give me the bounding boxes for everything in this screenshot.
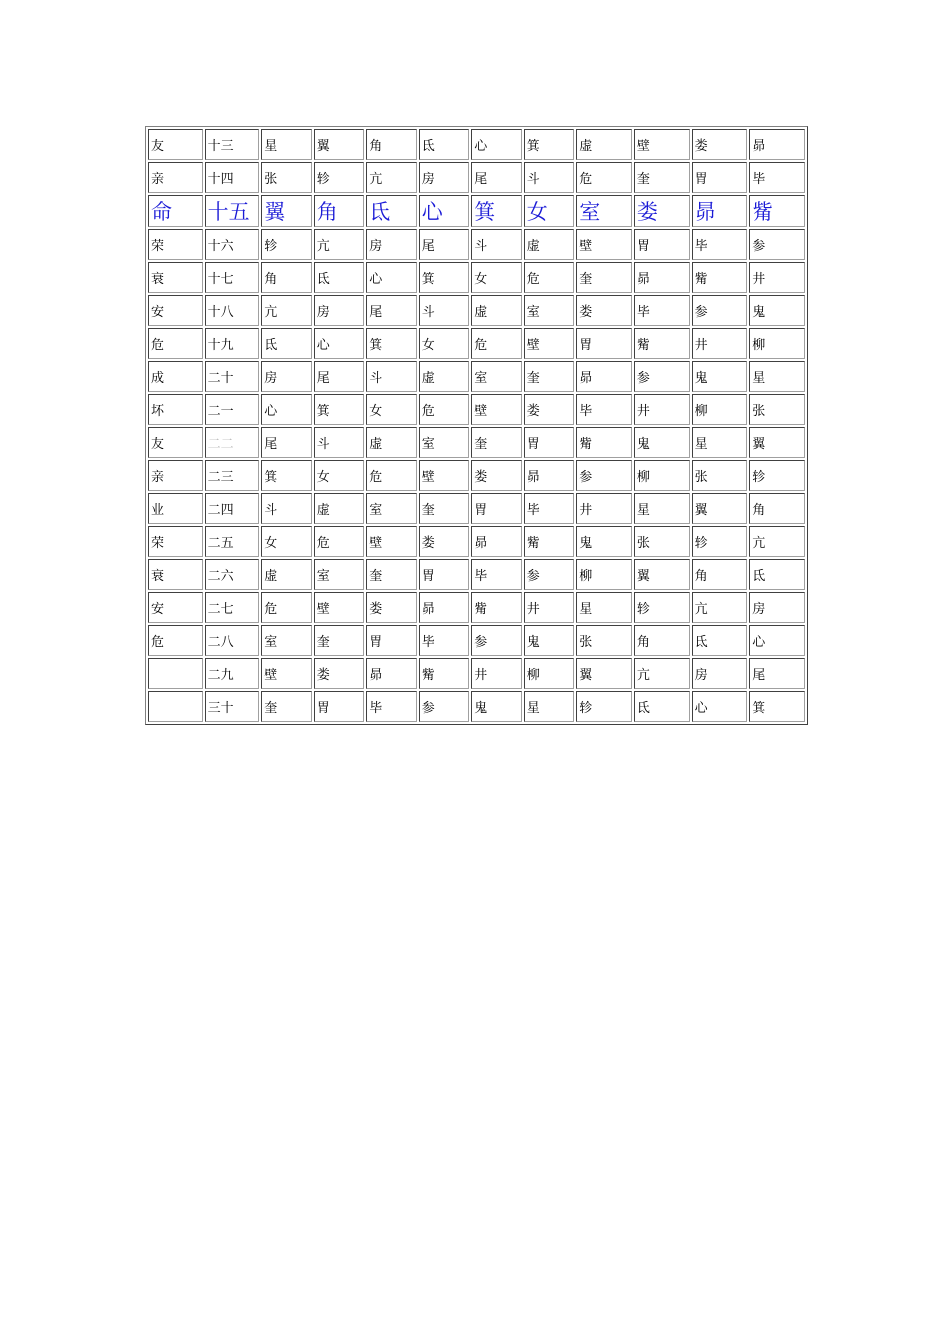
mansion-cell: 斗: [314, 427, 365, 458]
mansion-cell: 奎: [576, 262, 632, 293]
mansion-cell: 鬼: [634, 427, 690, 458]
mansion-cell: 翼: [576, 658, 632, 689]
mansion-cell: 箕: [314, 394, 365, 425]
mansion-cell: 觜: [576, 427, 632, 458]
row-label-cell: 业: [148, 493, 203, 524]
day-cell: 二一: [205, 394, 260, 425]
mansion-cell: 尾: [366, 295, 417, 326]
day-cell: 十六: [205, 229, 260, 260]
mansion-cell: 女: [314, 460, 365, 491]
row-label-cell: 安: [148, 592, 203, 623]
mansion-cell: 斗: [471, 229, 522, 260]
mansion-cell: 胃: [634, 229, 690, 260]
mansion-cell: 觜: [471, 592, 522, 623]
mansion-cell: 井: [471, 658, 522, 689]
mansion-cell: 张: [692, 460, 748, 491]
mansion-cell: 心: [366, 262, 417, 293]
mansion-cell: 危: [576, 162, 632, 193]
mansion-cell: 毕: [634, 295, 690, 326]
mansion-cell: 尾: [261, 427, 312, 458]
mansion-cell: 壁: [471, 394, 522, 425]
table-row: [148, 394, 805, 425]
mansion-cell: 井: [634, 394, 690, 425]
mansion-cell: 女: [471, 262, 522, 293]
mansion-cell: 氐: [261, 328, 312, 359]
mansion-cell: 毕: [366, 691, 417, 722]
table-row: [148, 658, 805, 689]
mansion-cell: 危: [524, 262, 575, 293]
mansion-cell: 张: [634, 526, 690, 557]
table-row: [148, 229, 805, 260]
mansion-cell: 昴: [524, 460, 575, 491]
mansion-cell: 毕: [419, 625, 470, 656]
mansion-cell: 壁: [524, 328, 575, 359]
mansion-cell: 氐: [419, 129, 470, 160]
mansion-cell: 张: [576, 625, 632, 656]
mansion-cell: 娄: [692, 129, 748, 160]
mansion-cell: 昴: [576, 361, 632, 392]
mansion-cell: 星: [692, 427, 748, 458]
mansion-cell: 鬼: [576, 526, 632, 557]
mansion-cell: 女: [366, 394, 417, 425]
mansion-cell: 角: [314, 195, 365, 227]
mansion-cell: 角: [749, 493, 805, 524]
day-cell: 二九: [205, 658, 260, 689]
row-label-cell: 荣: [148, 229, 203, 260]
mansion-cell: 柳: [576, 559, 632, 590]
mansion-cell: 奎: [419, 493, 470, 524]
mansion-cell: 亢: [749, 526, 805, 557]
row-label-cell: [148, 658, 203, 689]
mansion-cell: 虚: [471, 295, 522, 326]
mansion-cell: 胃: [314, 691, 365, 722]
mansion-cell: 尾: [419, 229, 470, 260]
mansion-cell: 翼: [261, 195, 312, 227]
mansion-cell: 胃: [366, 625, 417, 656]
mansion-cell: 井: [524, 592, 575, 623]
mansion-cell: 井: [749, 262, 805, 293]
mansion-cell: 柳: [524, 658, 575, 689]
mansion-cell: 亢: [692, 592, 748, 623]
mansion-cell: 虚: [576, 129, 632, 160]
mansion-cell: 危: [419, 394, 470, 425]
lunar-mansion-table: [145, 126, 808, 725]
mansion-cell: 昴: [366, 658, 417, 689]
mansion-cell: 女: [261, 526, 312, 557]
mansion-cell: 尾: [314, 361, 365, 392]
mansion-cell: 箕: [524, 129, 575, 160]
mansion-cell: 心: [419, 195, 470, 227]
mansion-cell: 星: [749, 361, 805, 392]
mansion-cell: 房: [749, 592, 805, 623]
mansion-cell: 翼: [634, 559, 690, 590]
mansion-cell: 参: [471, 625, 522, 656]
mansion-cell: 鬼: [471, 691, 522, 722]
mansion-cell: 危: [471, 328, 522, 359]
mansion-cell: 柳: [749, 328, 805, 359]
mansion-cell: 鬼: [692, 361, 748, 392]
mansion-cell: 翼: [749, 427, 805, 458]
mansion-cell: 虚: [314, 493, 365, 524]
table-row: [148, 592, 805, 623]
mansion-cell: 轸: [749, 460, 805, 491]
day-cell: 十七: [205, 262, 260, 293]
mansion-cell: 壁: [366, 526, 417, 557]
mansion-cell: 心: [749, 625, 805, 656]
mansion-cell: 虚: [366, 427, 417, 458]
row-label-cell: 友: [148, 427, 203, 458]
mansion-cell: 奎: [634, 162, 690, 193]
mansion-cell: 亢: [634, 658, 690, 689]
mansion-cell: 娄: [419, 526, 470, 557]
mansion-cell: 胃: [524, 427, 575, 458]
mansion-cell: 觜: [634, 328, 690, 359]
mansion-cell: 房: [366, 229, 417, 260]
day-cell: 十九: [205, 328, 260, 359]
mansion-cell: 心: [314, 328, 365, 359]
mansion-cell: 娄: [524, 394, 575, 425]
mansion-cell: 奎: [314, 625, 365, 656]
mansion-cell: 氐: [692, 625, 748, 656]
mansion-cell: 井: [576, 493, 632, 524]
table-row: [148, 493, 805, 524]
mansion-cell: 翼: [692, 493, 748, 524]
mansion-cell: 毕: [576, 394, 632, 425]
mansion-cell: 壁: [634, 129, 690, 160]
mansion-cell: 氐: [366, 195, 417, 227]
row-label-cell: 危: [148, 625, 203, 656]
mansion-cell: 房: [314, 295, 365, 326]
mansion-cell: 室: [314, 559, 365, 590]
mansion-cell: 娄: [634, 195, 690, 227]
mansion-cell: 参: [749, 229, 805, 260]
mansion-cell: 氐: [749, 559, 805, 590]
mansion-cell: 觜: [749, 195, 805, 227]
mansion-cell: 星: [576, 592, 632, 623]
mansion-cell: 星: [261, 129, 312, 160]
mansion-cell: 张: [749, 394, 805, 425]
day-cell: 二七: [205, 592, 260, 623]
mansion-cell: 毕: [471, 559, 522, 590]
day-cell: 十八: [205, 295, 260, 326]
table-row: [148, 162, 805, 193]
mansion-cell: 昴: [749, 129, 805, 160]
mansion-cell: 危: [261, 592, 312, 623]
mansion-cell: 轸: [692, 526, 748, 557]
table-row: [148, 262, 805, 293]
mansion-cell: 房: [692, 658, 748, 689]
mansion-cell: 胃: [692, 162, 748, 193]
mansion-cell: 鬼: [749, 295, 805, 326]
day-cell: 二八: [205, 625, 260, 656]
mansion-cell: 娄: [366, 592, 417, 623]
mansion-cell: 参: [524, 559, 575, 590]
mansion-cell: 危: [366, 460, 417, 491]
mansion-cell: 角: [692, 559, 748, 590]
mansion-cell: 亢: [314, 229, 365, 260]
table-row: [148, 559, 805, 590]
mansion-cell: 斗: [261, 493, 312, 524]
mansion-cell: 昴: [634, 262, 690, 293]
mansion-cell: 昴: [471, 526, 522, 557]
mansion-cell: 胃: [576, 328, 632, 359]
mansion-cell: 心: [471, 129, 522, 160]
table-row: [148, 427, 805, 458]
mansion-cell: 女: [419, 328, 470, 359]
mansion-cell: 觜: [692, 262, 748, 293]
mansion-cell: 箕: [749, 691, 805, 722]
day-cell: 二十: [205, 361, 260, 392]
mansion-cell: 室: [576, 195, 632, 227]
row-label-cell: 衰: [148, 262, 203, 293]
mansion-cell: 娄: [576, 295, 632, 326]
mansion-cell: 尾: [749, 658, 805, 689]
mansion-cell: 毕: [692, 229, 748, 260]
mansion-cell: 轸: [634, 592, 690, 623]
mansion-cell: 壁: [314, 592, 365, 623]
table-row: [148, 460, 805, 491]
row-label-cell: 衰: [148, 559, 203, 590]
mansion-cell: 毕: [524, 493, 575, 524]
mansion-cell: 室: [471, 361, 522, 392]
mansion-cell: 昴: [692, 195, 748, 227]
mansion-cell: 箕: [366, 328, 417, 359]
table-row: [148, 295, 805, 326]
day-cell: 二四: [205, 493, 260, 524]
mansion-cell: 胃: [419, 559, 470, 590]
mansion-cell: 胃: [471, 493, 522, 524]
mansion-cell: 轸: [576, 691, 632, 722]
day-cell: 二六: [205, 559, 260, 590]
mansion-cell: 室: [366, 493, 417, 524]
mansion-cell: 氐: [314, 262, 365, 293]
day-cell: 二二: [205, 427, 260, 458]
mansion-cell: 鬼: [524, 625, 575, 656]
mansion-cell: 女: [524, 195, 575, 227]
mansion-cell: 房: [419, 162, 470, 193]
mansion-cell: 井: [692, 328, 748, 359]
mansion-cell: 奎: [366, 559, 417, 590]
mansion-cell: 柳: [692, 394, 748, 425]
row-label-cell: 安: [148, 295, 203, 326]
table-row: [148, 625, 805, 656]
table-body: [148, 129, 805, 722]
mansion-cell: 角: [261, 262, 312, 293]
row-label-cell: 友: [148, 129, 203, 160]
mansion-cell: 室: [419, 427, 470, 458]
row-label-cell: 危: [148, 328, 203, 359]
mansion-cell: 参: [692, 295, 748, 326]
mansion-cell: 尾: [471, 162, 522, 193]
mansion-cell: 壁: [576, 229, 632, 260]
table-row: [148, 526, 805, 557]
row-label-cell: 命: [148, 195, 203, 227]
row-label-cell: 成: [148, 361, 203, 392]
table-row: [148, 129, 805, 160]
row-label-cell: 亲: [148, 460, 203, 491]
row-label-cell: 坏: [148, 394, 203, 425]
mansion-cell: 参: [576, 460, 632, 491]
mansion-cell: 轸: [261, 229, 312, 260]
mansion-cell: 参: [634, 361, 690, 392]
mansion-cell: 房: [261, 361, 312, 392]
mansion-cell: 奎: [524, 361, 575, 392]
mansion-cell: 参: [419, 691, 470, 722]
mansion-cell: 星: [524, 691, 575, 722]
mansion-cell: 娄: [471, 460, 522, 491]
mansion-cell: 亢: [366, 162, 417, 193]
mansion-cell: 角: [366, 129, 417, 160]
mansion-cell: 危: [314, 526, 365, 557]
row-label-cell: 亲: [148, 162, 203, 193]
mansion-cell: 虚: [524, 229, 575, 260]
mansion-cell: 娄: [314, 658, 365, 689]
mansion-cell: 壁: [261, 658, 312, 689]
mansion-cell: 斗: [419, 295, 470, 326]
mansion-cell: 箕: [471, 195, 522, 227]
mansion-cell: 毕: [749, 162, 805, 193]
mansion-cell: 觜: [419, 658, 470, 689]
mansion-cell: 室: [524, 295, 575, 326]
mansion-cell: 氐: [634, 691, 690, 722]
mansion-cell: 壁: [419, 460, 470, 491]
day-cell: 十五: [205, 195, 260, 227]
mansion-cell: 昴: [419, 592, 470, 623]
mansion-cell: 室: [261, 625, 312, 656]
mansion-cell: 心: [261, 394, 312, 425]
table-row: [148, 328, 805, 359]
mansion-cell: 柳: [634, 460, 690, 491]
mansion-cell: 张: [261, 162, 312, 193]
day-cell: 十三: [205, 129, 260, 160]
mansion-cell: 觜: [524, 526, 575, 557]
table-row: [148, 195, 805, 227]
mansion-cell: 斗: [366, 361, 417, 392]
mansion-cell: 箕: [261, 460, 312, 491]
day-cell: 二三: [205, 460, 260, 491]
mansion-cell: 星: [634, 493, 690, 524]
day-cell: 十四: [205, 162, 260, 193]
mansion-cell: 虚: [419, 361, 470, 392]
day-cell: 二五: [205, 526, 260, 557]
mansion-cell: 翼: [314, 129, 365, 160]
table-row: [148, 361, 805, 392]
row-label-cell: 荣: [148, 526, 203, 557]
mansion-cell: 斗: [524, 162, 575, 193]
mansion-cell: 奎: [261, 691, 312, 722]
mansion-cell: 心: [692, 691, 748, 722]
mansion-cell: 亢: [261, 295, 312, 326]
day-cell: 三十: [205, 691, 260, 722]
mansion-cell: 虚: [261, 559, 312, 590]
mansion-cell: 箕: [419, 262, 470, 293]
mansion-cell: 角: [634, 625, 690, 656]
mansion-cell: 奎: [471, 427, 522, 458]
row-label-cell: [148, 691, 203, 722]
mansion-cell: 轸: [314, 162, 365, 193]
table-row: [148, 691, 805, 722]
